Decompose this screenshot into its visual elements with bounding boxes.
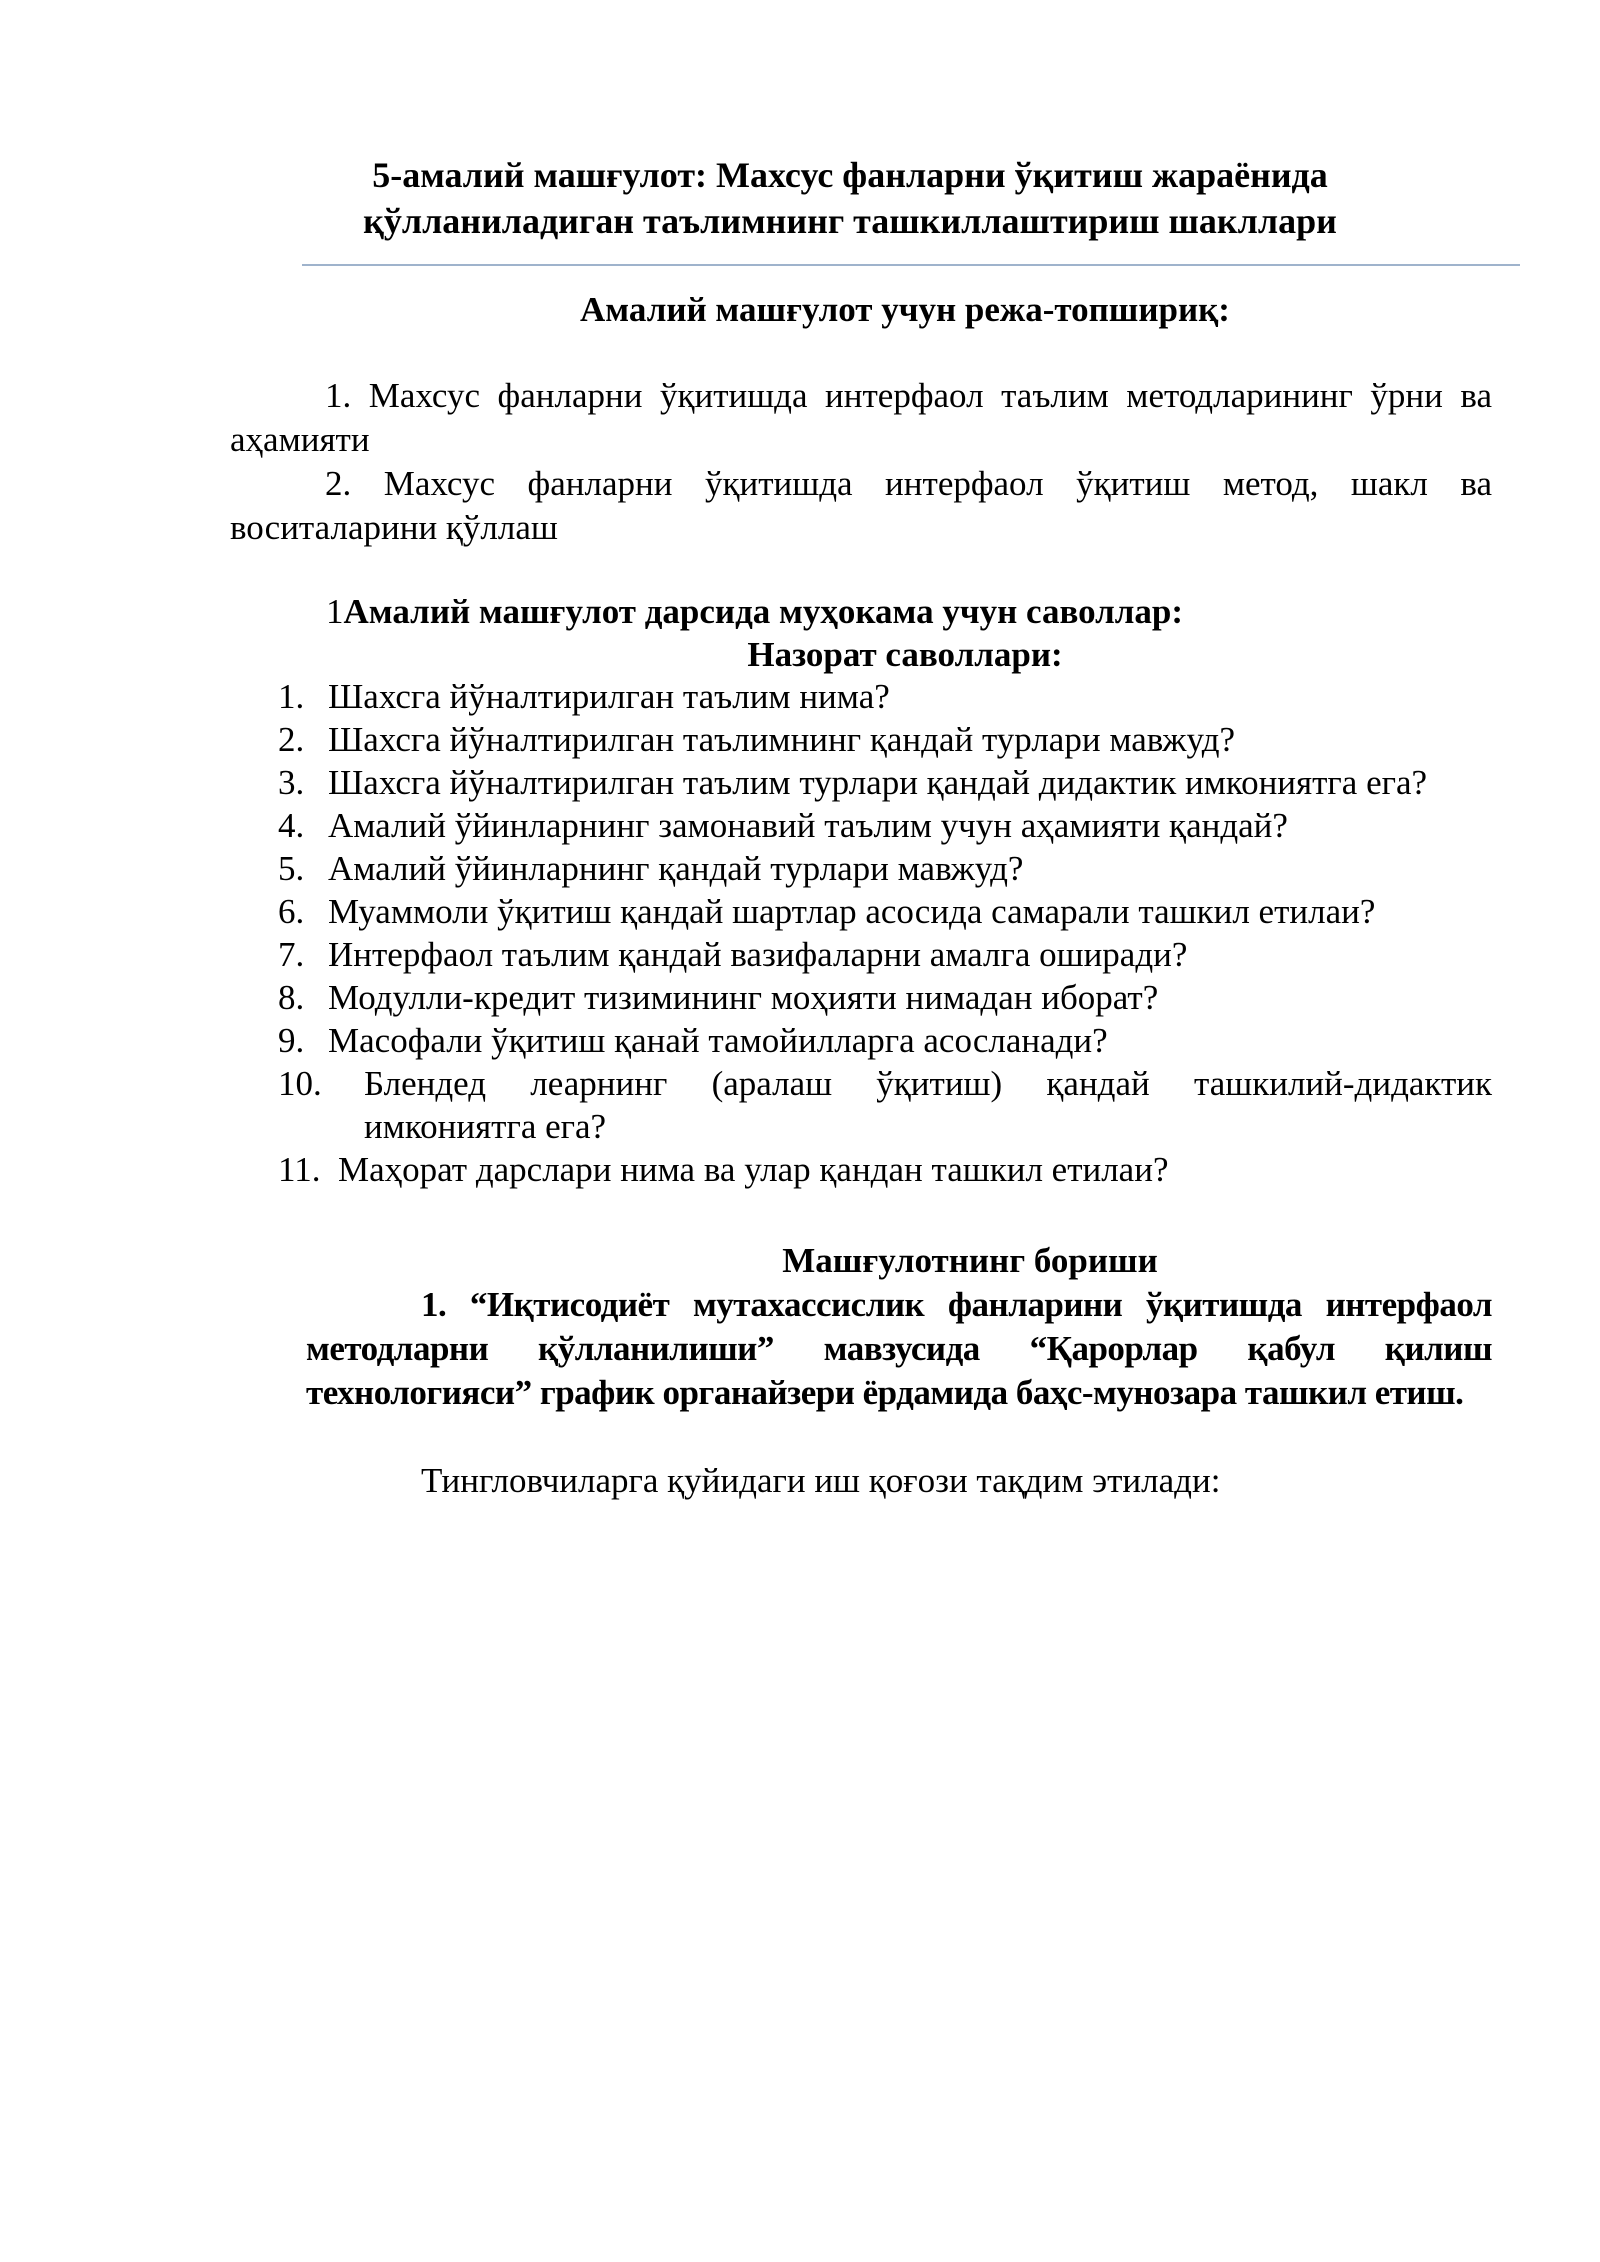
list-item <box>278 1148 1492 1191</box>
title-divider <box>302 264 1520 266</box>
list-item-number: 8. <box>278 978 305 1017</box>
list-item-text: Интерфаол таълим қандай вазифаларни амалга оширади? <box>328 935 1188 974</box>
list-item-text: Амалий ўйинларнинг қандай турлари мавжуд? <box>328 849 1024 888</box>
list-item <box>278 804 1492 847</box>
list-item-text: Шахсга йўналтирилган таълим нима? <box>328 677 890 716</box>
list-item <box>278 933 1492 976</box>
plan-heading: Амалий машғулот учун режа-топшириқ: <box>580 290 1230 329</box>
list-item-text: Масофали ўқитиш қанай тамойилларга асосланади? <box>328 1021 1108 1060</box>
plan-item: 2. Махсус фанларни ўқитишда интерфаол ўқитиш метод, шакл ва воситаларини қўллаш <box>230 464 1492 547</box>
title-line-1: 5-амалий машғулот: Махсус фанларни ўқитиш жараёнида <box>372 155 1328 195</box>
list-item <box>278 1062 1492 1148</box>
list-item <box>278 847 1492 890</box>
list-item-text: Амалий ўйинларнинг замонавий таълим учун аҳамияти қандай? <box>328 806 1288 845</box>
control-questions-heading: Назорат саволлари: <box>747 635 1063 674</box>
list-item-number: 1. <box>278 677 305 716</box>
list-item-text: Шахсга йўналтирилган таълимнинг қандай турлари мавжуд? <box>328 720 1236 759</box>
list-item-number: 3. <box>278 763 305 802</box>
list-item <box>278 1019 1492 1062</box>
list-item-text: Муаммоли ўқитиш қандай шартлар асосида самарали ташкил етилаи? <box>328 892 1376 931</box>
list-item-text: Модулли-кредит тизимининг моҳияти нимадан иборат? <box>328 978 1159 1017</box>
discussion-questions-heading <box>326 590 1526 634</box>
list-item-text: Шахсга йўналтирилган таълим турлари қандай дидактик имкониятга ега? <box>328 763 1428 802</box>
list-item-number: 9. <box>278 1021 305 1060</box>
list-item-number: 10. <box>278 1064 322 1103</box>
list-item-number: 2. <box>278 720 305 759</box>
task-paragraph: 1. “Иқтисодиёт мутахассислик фанларини ўқитишда интерфаол методларни қўлланилиши” мавзусида “Қарорлар қабул қилиш технологияси” график органайзери ёрдамида баҳс-мунозара ташкил етиш. <box>306 1285 1492 1412</box>
list-item-number: 4. <box>278 806 305 845</box>
list-item <box>278 718 1492 761</box>
title-line-2: қўлланиладиган таълимнинг ташкиллаштириш шакллари <box>363 201 1337 241</box>
control-questions-list <box>278 675 1492 1191</box>
plan-item: 1. Махсус фанларни ўқитишда интерфаол таълим методларининг ўрни ва аҳамияти <box>230 376 1492 459</box>
list-item-number: 5. <box>278 849 305 888</box>
lesson-progress-heading: Машғулотнинг бориши <box>782 1241 1158 1280</box>
task-note: Тингловчиларга қуйидаги иш қоғози тақдим этилади: <box>421 1461 1221 1500</box>
list-item <box>278 976 1492 1019</box>
list-item <box>278 675 1492 718</box>
page-title <box>300 152 1400 244</box>
list-item-number: 7. <box>278 935 305 974</box>
list-item-number: 6. <box>278 892 305 931</box>
plan-items <box>230 374 1492 550</box>
list-item-number: 11. <box>278 1150 321 1189</box>
list-item <box>278 890 1492 933</box>
discussion-heading-prefix: 1 <box>326 592 344 631</box>
list-item <box>278 761 1492 804</box>
list-item-text: Маҳорат дарслари нима ва улар қандан ташкил етилаи? <box>338 1150 1169 1189</box>
list-item-text: Блендед леарнинг (аралаш ўқитиш) қандай ташкилий-дидактик имкониятга ега? <box>364 1064 1492 1146</box>
discussion-heading-text: Амалий машғулот дарсида муҳокама учун саволлар: <box>343 592 1184 631</box>
